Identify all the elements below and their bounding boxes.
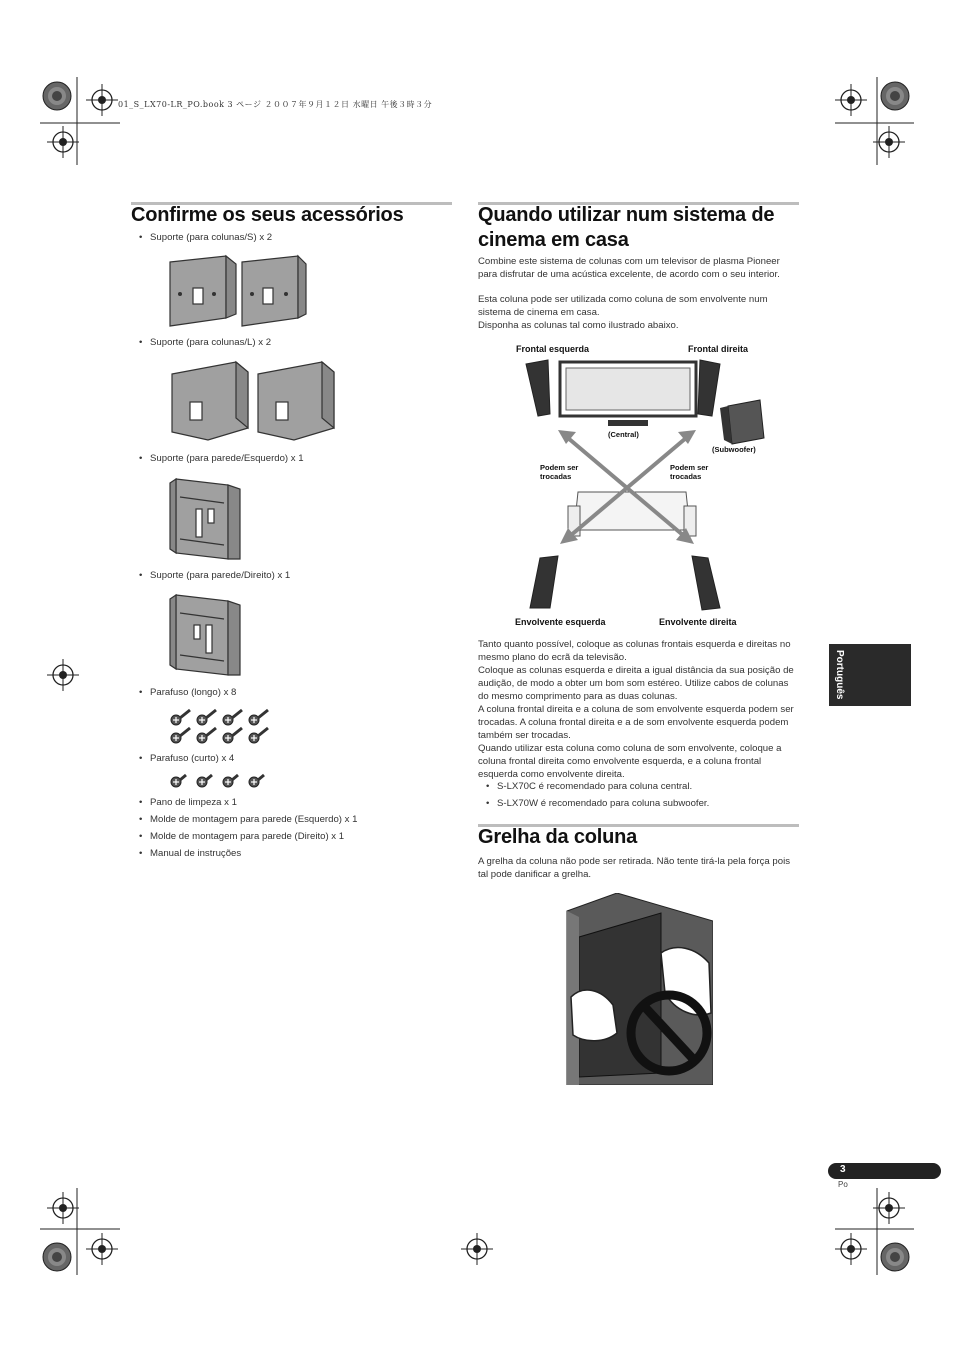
intro-paragraph: Esta coluna pode ser utilizada como coluna de som envolvente num sistema de cinema em casa. — [478, 294, 768, 318]
grille-paragraph: A grelha da coluna não pode ser retirada. Não tente tirá-la pela força pois tal pode danificar a grelha. — [478, 856, 790, 880]
surround-right-label: Envolvente direita — [659, 617, 737, 627]
accessory-item: • Parafuso (curto) x 4 — [150, 753, 234, 765]
accessories-title: Confirme os seus acessórios — [131, 204, 404, 226]
language-tab-label: Português — [834, 650, 845, 700]
swap-left-label: Podem ser trocadas — [540, 463, 579, 481]
wall-bracket-right-image — [168, 589, 244, 679]
swap-right-label: Podem ser trocadas — [670, 463, 709, 481]
accessory-item: • Suporte (para colunas/S) x 2 — [150, 232, 272, 244]
intro-paragraph: Disponha as colunas tal como ilustrado abaixo. — [478, 320, 679, 331]
accessory-item: • Parafuso (longo) x 8 — [150, 687, 236, 699]
file-header: 01_S_LX70-LR_PO.book 3 ページ ２００７年９月１２日 水曜日 午後３時３分 — [118, 100, 433, 109]
placement-paragraph: Quando utilizar esta coluna como coluna de som envolvente, coloque a coluna frontal direita como envolvente esquerda, e a coluna frontal esquerda como envolvente direita. — [478, 743, 782, 780]
short-screws-image — [168, 770, 270, 792]
diagram-graphics — [508, 340, 778, 636]
placement-paragraph: A coluna frontal direita e a coluna de som envolvente esquerda podem ser trocadas. A coluna frontal direita e a de som envolvente esquerda podem também ser trocadas. — [478, 704, 794, 741]
center-label: (Central) — [608, 430, 639, 439]
accessory-item: • Molde de montagem para parede (Direito) x 1 — [150, 831, 344, 843]
intro-paragraph: Combine este sistema de colunas com um televisor de plasma Pioneer para disfrutar de uma acústica excelente, de acordo com o seu interior. — [478, 256, 780, 280]
speaker-bracket-large-image — [168, 356, 344, 442]
page-number-badge — [828, 1163, 941, 1179]
placement-paragraph: Tanto quanto possível, coloque as colunas frontais esquerda e direitas no mesmo plano do ecrã da televisão. — [478, 639, 791, 663]
wall-bracket-left-image — [168, 473, 244, 563]
grille-warning-image — [565, 893, 713, 1085]
accessory-item: • Suporte (para parede/Esquerdo) x 1 — [150, 453, 304, 465]
recommend-item: • S-LX70W é recomendado para coluna subwoofer. — [497, 798, 709, 810]
page-number: 3 — [840, 1164, 846, 1175]
surround-left-label: Envolvente esquerda — [515, 617, 606, 627]
accessory-item: • Manual de instruções — [150, 848, 241, 860]
page-language-code: Po — [838, 1180, 848, 1189]
front-left-label: Frontal esquerda — [516, 344, 590, 354]
long-screws-image — [168, 704, 270, 746]
recommend-item: • S-LX70C é recomendado para coluna central. — [497, 781, 692, 793]
accessory-item: • Molde de montagem para parede (Esquerdo) x 1 — [150, 814, 357, 826]
subwoofer-label: (Subwoofer) — [712, 445, 756, 454]
front-right-label: Frontal direita — [688, 344, 749, 354]
home-cinema-title: Quando utilizar num sistema de cinema em casa — [478, 204, 775, 251]
grille-title: Grelha da coluna — [478, 826, 638, 848]
language-tab — [829, 644, 911, 706]
accessory-item: • Suporte (para colunas/L) x 2 — [150, 337, 271, 349]
accessory-item: • Pano de limpeza x 1 — [150, 797, 237, 809]
speaker-bracket-small-image — [166, 252, 308, 330]
accessory-item: • Suporte (para parede/Direito) x 1 — [150, 570, 290, 582]
placement-paragraph: Coloque as colunas esquerda e direita a igual distância da sua posição de audição, de modo a obter um bom som estéreo. Utilize cabos de colunas do mesmo comprimento para as duas colunas. — [478, 665, 794, 702]
speaker-layout-diagram — [508, 340, 778, 636]
